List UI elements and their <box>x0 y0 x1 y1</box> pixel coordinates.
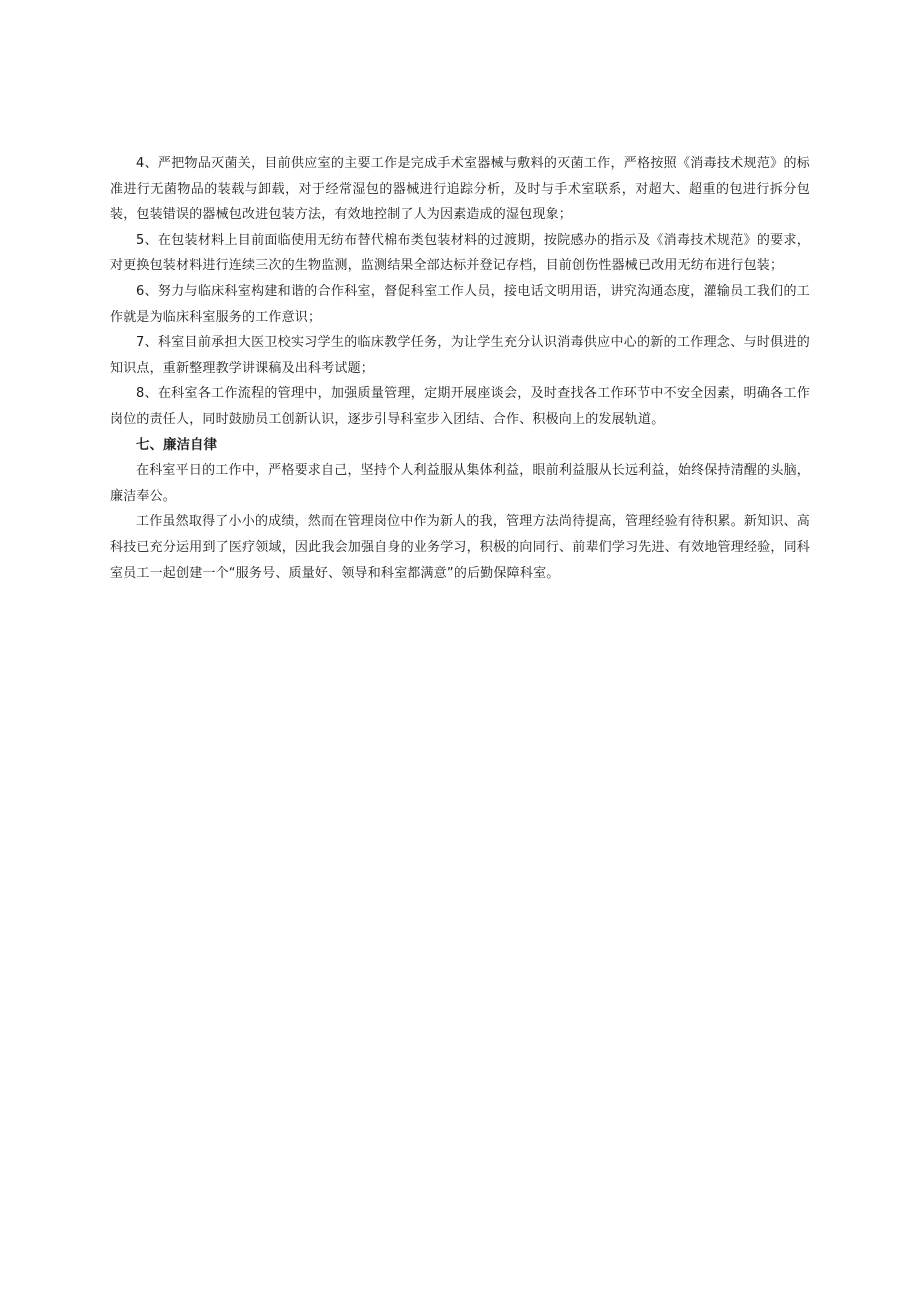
document-page <box>110 151 810 586</box>
paragraph-item-6: 6、努力与临床科室构建和谐的合作科室，督促科室工作人员，接电话文明用语，讲究沟通态度，灌输员工我们的工作就是为临床科室服务的工作意识； <box>110 283 810 325</box>
paragraph-item-8: 8、在科室各工作流程的管理中，加强质量管理，定期开展座谈会，及时查找各工作环节中不安全因素，明确各工作岗位的责任人，同时鼓励员工创新认识，逐步引导科室步入团结、合作、积极向上的发展轨道。 <box>110 386 810 427</box>
section-heading-integrity: 七、廉洁自律 <box>136 436 217 453</box>
paragraph-conclusion: 工作虽然取得了小小的成绩，然而在管理岗位中作为新人的我，管理方法尚待提高，管理经验有待积累。新知识、高科技已充分运用到了医疗领域，因此我会加强自身的业务学习，积极的向同行、前辈们学习先进、有效地管理经验，同科室员工一起创建一个“服务号、质量好、领导和科室都满意”的后勤保障科室。 <box>110 514 810 581</box>
paragraph-item-5: 5、在包装材料上目前面临使用无纺布替代棉布类包装材料的过渡期，按院感办的指示及《消毒技术规范》的要求，对更换包装材料进行连续三次的生物监测，监测结果全部达标并登记存档，目前创伤性器械已改用无纺布进行包装； <box>110 232 810 274</box>
paragraph-item-7: 7、科室目前承担大医卫校实习学生的临床教学任务，为让学生充分认识消毒供应中心的新的工作理念、与时俱进的知识点，重新整理教学讲课稿及出科考试题； <box>110 335 810 376</box>
paragraph-integrity: 在科室平日的工作中，严格要求自己，坚持个人利益服从集体利益，眼前利益服从长远利益，始终保持清醒的头脑，廉洁奉公。 <box>110 463 810 504</box>
paragraph-item-4: 4、严把物品灭菌关，目前供应室的主要工作是完成手术室器械与敷料的灭菌工作，严格按照《消毒技术规范》的标准进行无菌物品的装载与卸载，对于经常湿包的器械进行追踪分析，及时与手术室联系，对超大、超重的包进行拆分包装，包装错误的器械包改进包装方法，有效地控制了人为因素造成的湿包现象； <box>110 156 810 223</box>
